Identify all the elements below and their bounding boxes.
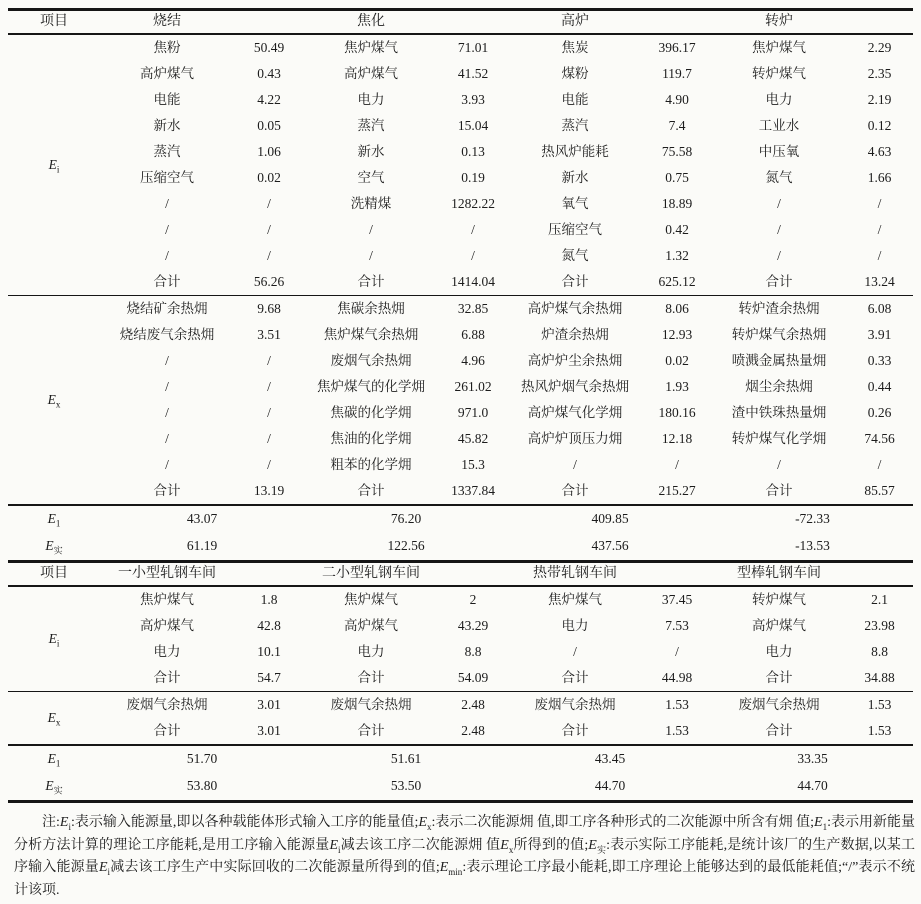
name-cell: 高炉煤气 xyxy=(344,65,398,81)
group-header-spacer xyxy=(234,562,304,587)
name-cell: 高炉煤气 xyxy=(344,617,398,633)
name-cell: 高炉煤气余热㶲 xyxy=(508,296,642,323)
value-cell: 85.57 xyxy=(864,482,895,498)
name-cell: 压缩空气 xyxy=(140,169,194,185)
value-cell: 4.96 xyxy=(461,352,485,368)
value-cell: 4.90 xyxy=(665,91,689,107)
name-cell: 合计 xyxy=(357,722,385,738)
value-cell: 2.48 xyxy=(438,692,508,719)
value-cell: / xyxy=(267,247,271,263)
name-cell: 焦碳余热㶲 xyxy=(304,296,438,323)
value-cell: 1.32 xyxy=(665,247,689,263)
value-cell: 12.93 xyxy=(661,326,693,342)
value-cell: 4.63 xyxy=(867,143,892,159)
name-cell: 合计 xyxy=(765,722,793,738)
name-cell: / xyxy=(777,456,781,472)
header-row xyxy=(8,562,913,587)
name-cell: 工业水 xyxy=(758,117,800,133)
name-cell: 电力 xyxy=(357,91,385,107)
data-row xyxy=(8,692,913,719)
name-cell: 新水 xyxy=(153,117,181,133)
value-cell: / xyxy=(877,247,882,263)
name-cell: 废烟气余热㶲 xyxy=(330,352,412,368)
name-cell: / xyxy=(165,221,169,237)
value-cell: 8.06 xyxy=(642,296,712,323)
value-cell: 3.01 xyxy=(234,692,304,719)
value-cell: / xyxy=(267,456,271,472)
total-value-cell: 61.19 xyxy=(186,538,218,554)
group-header-cell: 二小型轧钢车间 xyxy=(304,562,438,587)
data-row xyxy=(8,61,913,87)
value-cell: 3.01 xyxy=(257,722,281,738)
name-cell: 合计 xyxy=(561,482,589,498)
value-cell: 42.8 xyxy=(257,617,281,633)
data-row xyxy=(8,34,913,61)
name-cell: / xyxy=(369,247,373,263)
data-row xyxy=(8,665,913,692)
name-cell: 电能 xyxy=(561,91,589,107)
data-row xyxy=(8,374,913,400)
name-cell: 渣中铁珠热量㶲 xyxy=(731,404,827,420)
value-cell: 2.48 xyxy=(461,722,485,738)
name-cell: 煤粉 xyxy=(561,65,589,81)
name-cell: 焦炉煤气余热㶲 xyxy=(323,326,419,342)
value-cell: 1.8 xyxy=(234,586,304,613)
data-row xyxy=(8,322,913,348)
value-cell: 2.19 xyxy=(867,91,892,107)
total-value-cell: 44.70 xyxy=(797,778,828,794)
total-value-cell: 122.56 xyxy=(387,538,425,554)
name-cell: / xyxy=(165,378,169,394)
name-cell: 转炉煤气 xyxy=(752,65,806,81)
group-header-cell: 焦化 xyxy=(304,10,438,35)
value-cell: 0.02 xyxy=(665,352,689,368)
value-cell: 1.53 xyxy=(867,722,892,738)
data-row xyxy=(8,217,913,243)
value-cell: 2.35 xyxy=(867,65,892,81)
value-cell: 0.42 xyxy=(665,221,689,237)
name-cell: 焦炉煤气 xyxy=(304,34,438,61)
value-cell: 75.58 xyxy=(661,143,693,159)
name-cell: / xyxy=(369,221,373,237)
total-row xyxy=(8,505,913,533)
value-cell: 0.33 xyxy=(867,352,892,368)
item-header-cell: 项目 xyxy=(8,10,100,35)
name-cell: 焦油的化学㶲 xyxy=(330,430,412,446)
data-row xyxy=(8,348,913,374)
name-cell: / xyxy=(573,456,577,472)
group-header-spacer xyxy=(438,10,508,35)
name-cell: 高炉炉尘余热㶲 xyxy=(527,352,623,368)
data-row xyxy=(8,165,913,191)
data-row xyxy=(8,113,913,139)
data-row xyxy=(8,452,913,478)
name-cell: 中压氧 xyxy=(758,143,800,159)
name-cell: 热风炉烟气余热㶲 xyxy=(521,378,629,394)
name-cell: 焦碳的化学㶲 xyxy=(330,404,412,420)
name-cell: 转炉渣余热㶲 xyxy=(712,296,846,323)
group-header-spacer xyxy=(234,10,304,35)
value-cell: / xyxy=(471,221,475,237)
data-row xyxy=(8,400,913,426)
item-header-cell: 项目 xyxy=(8,562,100,587)
value-cell: 43.29 xyxy=(457,617,489,633)
value-cell: 13.24 xyxy=(864,273,895,289)
value-cell: / xyxy=(267,221,271,237)
value-cell: / xyxy=(267,352,271,368)
value-cell: 0.13 xyxy=(461,143,485,159)
table-footnote: 注$:E_i$:表示输入能源量,即以各种载能体形式输入工序的能量值$;E_x$:表示二次能源㶲 值,即工序各种形式的二次能源中所含有㶲 值$;E_1$:表示用新能量分析方法计算的理论工序能耗,是用工序输入能源量$E_i$减去该工序二次能源㶲 值$E_x$所得到的值$;E_实$:表示实际工序能耗,是统计该厂的生产数据,以某工序输入能源量$E_i$减去该工序生产中实际回收的二次能源量所得到的值$;E_{min}$:表示理论工序最小能耗,即工序理论上能够达到的最低能耗值;“/”表示不统计该项. xyxy=(14,815,916,898)
value-cell: / xyxy=(675,456,679,472)
name-cell: 焦炉煤气 xyxy=(508,586,642,613)
name-cell: 新水 xyxy=(357,143,385,159)
data-row xyxy=(8,613,913,639)
value-cell: 7.4 xyxy=(668,117,686,133)
header-row xyxy=(8,10,913,35)
value-cell: 1337.84 xyxy=(451,482,495,498)
name-cell: 转炉煤气余热㶲 xyxy=(731,326,827,342)
block-label-cell: $E_x$ xyxy=(8,296,100,506)
block-label-cell: $E_i$ xyxy=(8,586,100,692)
name-cell: 空气 xyxy=(357,169,385,185)
value-cell: / xyxy=(267,404,271,420)
total-value-cell: 53.50 xyxy=(390,778,422,794)
value-cell: 34.88 xyxy=(864,669,895,685)
data-row xyxy=(8,478,913,505)
value-cell: 12.18 xyxy=(661,430,693,446)
name-cell: / xyxy=(777,195,781,211)
value-cell: / xyxy=(471,247,475,263)
value-cell: 1.53 xyxy=(665,722,689,738)
name-cell: 合计 xyxy=(357,273,385,289)
name-cell: 氮气 xyxy=(561,247,589,263)
total-value-cell: 43.07 xyxy=(100,505,304,533)
data-row xyxy=(8,139,913,165)
name-cell: 新水 xyxy=(561,169,589,185)
value-cell: 1414.04 xyxy=(451,273,495,289)
value-cell: 4.22 xyxy=(257,91,281,107)
value-cell: 41.52 xyxy=(457,65,489,81)
value-cell: 54.7 xyxy=(257,669,281,685)
data-row xyxy=(8,87,913,113)
name-cell: 烟尘余热㶲 xyxy=(745,378,813,394)
total-value-cell: 53.80 xyxy=(186,778,218,794)
value-cell: 1.53 xyxy=(846,692,913,719)
value-cell: 6.88 xyxy=(461,326,485,342)
value-cell: 23.98 xyxy=(864,617,895,633)
value-cell: 0.05 xyxy=(257,117,281,133)
data-row xyxy=(8,586,913,613)
total-value-cell: 409.85 xyxy=(508,505,712,533)
value-cell: 18.89 xyxy=(661,195,693,211)
name-cell: 电力 xyxy=(561,617,589,633)
name-cell: 炉渣余热㶲 xyxy=(541,326,609,342)
value-cell: 50.49 xyxy=(234,34,304,61)
value-cell: 8.8 xyxy=(464,643,482,659)
name-cell: 电力 xyxy=(153,643,181,659)
name-cell: 废烟气余热㶲 xyxy=(304,692,438,719)
value-cell: 1.53 xyxy=(642,692,712,719)
value-cell: 971.0 xyxy=(457,404,489,420)
name-cell: / xyxy=(777,247,781,263)
name-cell: 蒸汽 xyxy=(153,143,181,159)
name-cell: 焦炉煤气的化学㶲 xyxy=(317,378,425,394)
block-label-cell: $E_i$ xyxy=(8,34,100,296)
name-cell: 合计 xyxy=(561,669,589,685)
name-cell: 蒸汽 xyxy=(561,117,589,133)
name-cell: 喷溅金属热量㶲 xyxy=(731,352,827,368)
total-row xyxy=(8,773,913,802)
name-cell: 废烟气余热㶲 xyxy=(508,692,642,719)
value-cell: 2 xyxy=(438,586,508,613)
value-cell: 9.68 xyxy=(234,296,304,323)
value-cell: 119.7 xyxy=(662,65,692,81)
data-row xyxy=(8,191,913,217)
data-row xyxy=(8,243,913,269)
name-cell: 氧气 xyxy=(561,195,589,211)
value-cell: 37.45 xyxy=(642,586,712,613)
value-cell: 261.02 xyxy=(454,378,492,394)
group-header-cell: 型棒轧钢车间 xyxy=(712,562,846,587)
total-label-cell: $E_1$ xyxy=(8,505,100,533)
total-value-cell: -72.33 xyxy=(712,505,913,533)
value-cell: 15.3 xyxy=(461,456,485,472)
group-header-spacer xyxy=(438,562,508,587)
name-cell: 氮气 xyxy=(765,169,793,185)
value-cell: 1.06 xyxy=(257,143,281,159)
name-cell: 高炉煤气 xyxy=(140,617,194,633)
name-cell: 合计 xyxy=(765,482,793,498)
total-value-cell: 43.45 xyxy=(508,745,712,773)
table-body xyxy=(8,10,913,802)
name-cell: 洗精煤 xyxy=(350,195,392,211)
value-cell: 0.19 xyxy=(461,169,485,185)
name-cell: 废烟气余热㶲 xyxy=(712,692,846,719)
value-cell: 0.26 xyxy=(867,404,892,420)
group-header-spacer xyxy=(846,10,913,35)
value-cell: 396.17 xyxy=(642,34,712,61)
name-cell: / xyxy=(165,247,169,263)
total-value-cell: 51.70 xyxy=(100,745,304,773)
data-row xyxy=(8,426,913,452)
name-cell: 高炉煤气化学㶲 xyxy=(527,404,623,420)
name-cell: 焦炉煤气 xyxy=(304,586,438,613)
value-cell: 74.56 xyxy=(864,430,895,446)
value-cell: 32.85 xyxy=(438,296,508,323)
name-cell: 蒸汽 xyxy=(357,117,385,133)
total-label-cell: $E_实$ xyxy=(45,538,63,556)
group-header-spacer xyxy=(642,562,712,587)
value-cell: 71.01 xyxy=(438,34,508,61)
name-cell: / xyxy=(165,352,169,368)
data-row xyxy=(8,639,913,665)
name-cell: 合计 xyxy=(765,669,793,685)
group-header-cell: 热带轧钢车间 xyxy=(508,562,642,587)
value-cell: / xyxy=(877,456,882,472)
name-cell: 压缩空气 xyxy=(548,221,602,237)
value-cell: 625.12 xyxy=(658,273,696,289)
value-cell: / xyxy=(267,430,271,446)
value-cell: 54.09 xyxy=(457,669,489,685)
value-cell: 8.8 xyxy=(871,643,888,659)
name-cell: 高炉煤气 xyxy=(752,617,806,633)
total-value-cell: 44.70 xyxy=(594,778,626,794)
total-value-cell: 76.20 xyxy=(304,505,508,533)
name-cell: 烧结矿余热㶲 xyxy=(100,296,234,323)
value-cell: 215.27 xyxy=(658,482,696,498)
total-value-cell: 33.35 xyxy=(712,745,913,773)
value-cell: 3.91 xyxy=(867,326,892,342)
value-cell: 0.75 xyxy=(665,169,689,185)
value-cell: / xyxy=(877,195,882,211)
value-cell: 3.93 xyxy=(461,91,485,107)
name-cell: 合计 xyxy=(153,273,181,289)
block-label-cell: $E_x$ xyxy=(8,692,100,746)
name-cell: 焦炉煤气 xyxy=(100,586,234,613)
name-cell: 粗苯的化学㶲 xyxy=(330,456,412,472)
total-label-cell: $E_实$ xyxy=(45,778,63,796)
name-cell: 电力 xyxy=(765,643,793,659)
group-header-cell: 烧结 xyxy=(100,10,234,35)
value-cell: 1.93 xyxy=(665,378,689,394)
name-cell: / xyxy=(573,643,577,659)
group-header-cell: 高炉 xyxy=(508,10,642,35)
group-header-cell: 一小型轧钢车间 xyxy=(100,562,234,587)
value-cell: 45.82 xyxy=(457,430,489,446)
group-header-spacer xyxy=(846,562,913,587)
name-cell: 焦炉煤气 xyxy=(712,34,846,61)
value-cell: / xyxy=(675,643,679,659)
total-value-cell: -13.53 xyxy=(795,538,830,554)
value-cell: 1282.22 xyxy=(451,195,495,211)
value-cell: 6.08 xyxy=(846,296,913,323)
name-cell: 转炉煤气化学㶲 xyxy=(731,430,827,446)
data-row xyxy=(8,269,913,296)
value-cell: 1.66 xyxy=(867,169,892,185)
name-cell: 焦粉 xyxy=(100,34,234,61)
name-cell: / xyxy=(165,195,169,211)
value-cell: 3.51 xyxy=(257,326,281,342)
name-cell: 焦炭 xyxy=(508,34,642,61)
name-cell: 转炉煤气 xyxy=(712,586,846,613)
value-cell: / xyxy=(877,221,882,237)
value-cell: 13.19 xyxy=(253,482,285,498)
data-row xyxy=(8,296,913,323)
value-cell: 44.98 xyxy=(661,669,693,685)
name-cell: 合计 xyxy=(357,669,385,685)
name-cell: 合计 xyxy=(561,722,589,738)
data-row xyxy=(8,718,913,745)
group-header-spacer xyxy=(642,10,712,35)
value-cell: 7.53 xyxy=(665,617,689,633)
name-cell: / xyxy=(165,430,169,446)
name-cell: 合计 xyxy=(153,669,181,685)
name-cell: 合计 xyxy=(357,482,385,498)
value-cell: 180.16 xyxy=(658,404,696,420)
name-cell: 废烟气余热㶲 xyxy=(100,692,234,719)
name-cell: / xyxy=(165,404,169,420)
value-cell: 2.1 xyxy=(846,586,913,613)
name-cell: 合计 xyxy=(153,722,181,738)
value-cell: / xyxy=(267,378,271,394)
name-cell: 热风炉能耗 xyxy=(541,143,609,159)
value-cell: 15.04 xyxy=(457,117,489,133)
value-cell: 0.44 xyxy=(867,378,892,394)
value-cell: 10.1 xyxy=(257,643,281,659)
name-cell: 电力 xyxy=(765,91,793,107)
name-cell: 合计 xyxy=(153,482,181,498)
name-cell: 高炉煤气 xyxy=(140,65,194,81)
value-cell: 56.26 xyxy=(253,273,285,289)
value-cell: / xyxy=(267,195,271,211)
total-value-cell: 51.61 xyxy=(304,745,508,773)
value-cell: 0.02 xyxy=(257,169,281,185)
process-energy-table xyxy=(8,8,913,803)
total-label-cell: $E_1$ xyxy=(8,745,100,773)
name-cell: 高炉炉顶压力㶲 xyxy=(527,430,623,446)
value-cell: 0.12 xyxy=(867,117,892,133)
total-row xyxy=(8,745,913,773)
name-cell: 烧结废气余热㶲 xyxy=(119,326,215,342)
name-cell: 电力 xyxy=(357,643,385,659)
name-cell: 电能 xyxy=(153,91,181,107)
name-cell: / xyxy=(165,456,169,472)
value-cell: 0.43 xyxy=(257,65,281,81)
name-cell: 合计 xyxy=(561,273,589,289)
group-header-cell: 转炉 xyxy=(712,10,846,35)
total-value-cell: 437.56 xyxy=(591,538,629,554)
value-cell: 2.29 xyxy=(846,34,913,61)
total-row xyxy=(8,533,913,562)
name-cell: / xyxy=(777,221,781,237)
name-cell: 合计 xyxy=(765,273,793,289)
